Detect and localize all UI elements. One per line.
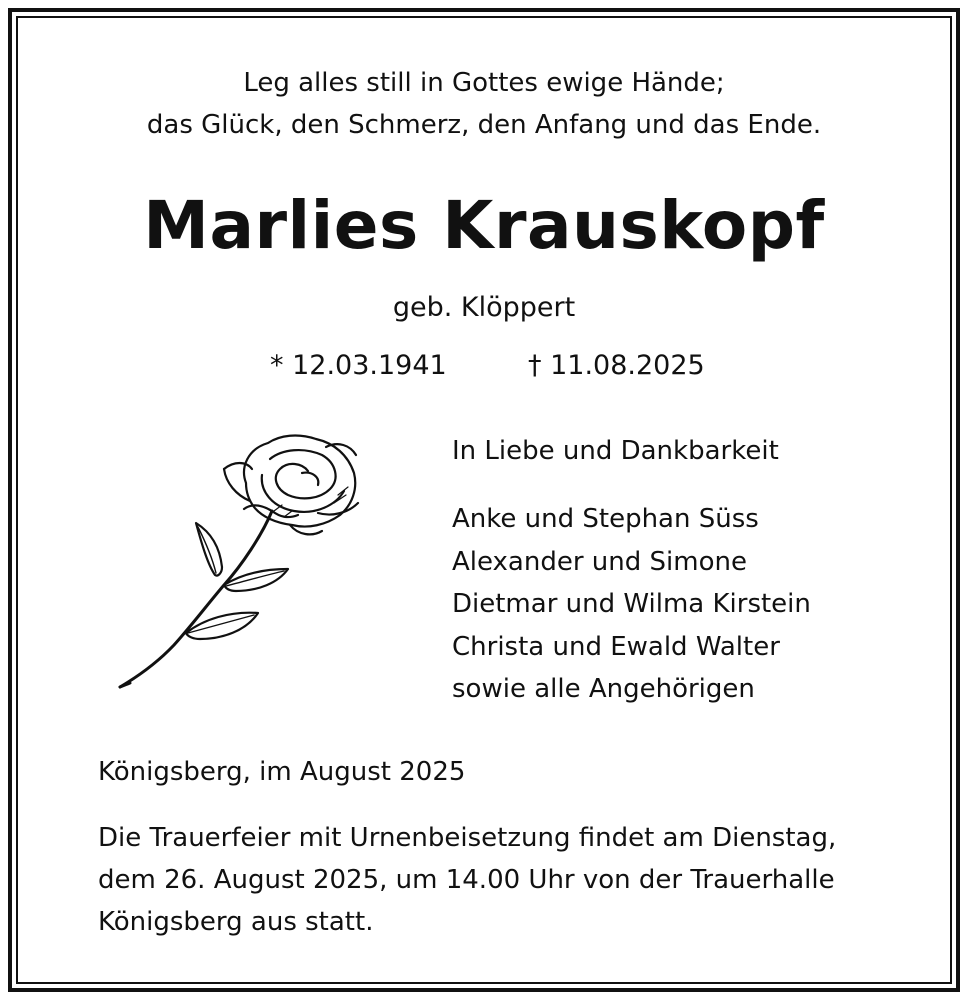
death-date: † 11.08.2025: [528, 350, 705, 381]
list-item: Alexander und Simone: [452, 546, 747, 577]
list-item: Dietmar und Wilma Kirstein: [452, 589, 811, 619]
place-date: Königsberg, im August 2025: [98, 757, 466, 787]
ceremony-line-3: Königsberg aus statt.: [98, 907, 374, 937]
motto-verse: [0, 62, 968, 146]
list-item: sowie alle Angehörigen: [452, 674, 755, 704]
rose-icon: [112, 425, 372, 695]
ceremony-line-2: dem 26. August 2025, um 14.00 Uhr von der Trauerhalle: [98, 865, 835, 895]
ceremony-line-1: Die Trauerfeier mit Urnenbeisetzung findet am Dienstag,: [98, 823, 837, 853]
birth-date: * 12.03.1941: [270, 350, 447, 381]
ceremony-notice: [98, 817, 836, 943]
deceased-name: Marlies Krauskopf: [143, 187, 825, 264]
dedication: In Liebe und Dankbarkeit: [452, 436, 779, 466]
list-item: Christa und Ewald Walter: [452, 631, 780, 662]
mourners-list: [452, 498, 811, 711]
motto-line-2: das Glück, den Schmerz, den Anfang und das Ende.: [146, 110, 822, 140]
maiden-name: geb. Klöppert: [392, 292, 576, 323]
motto-line-1: Leg alles still in Gottes ewige Hände;: [243, 68, 725, 98]
list-item: Anke und Stephan Süss: [452, 504, 759, 534]
